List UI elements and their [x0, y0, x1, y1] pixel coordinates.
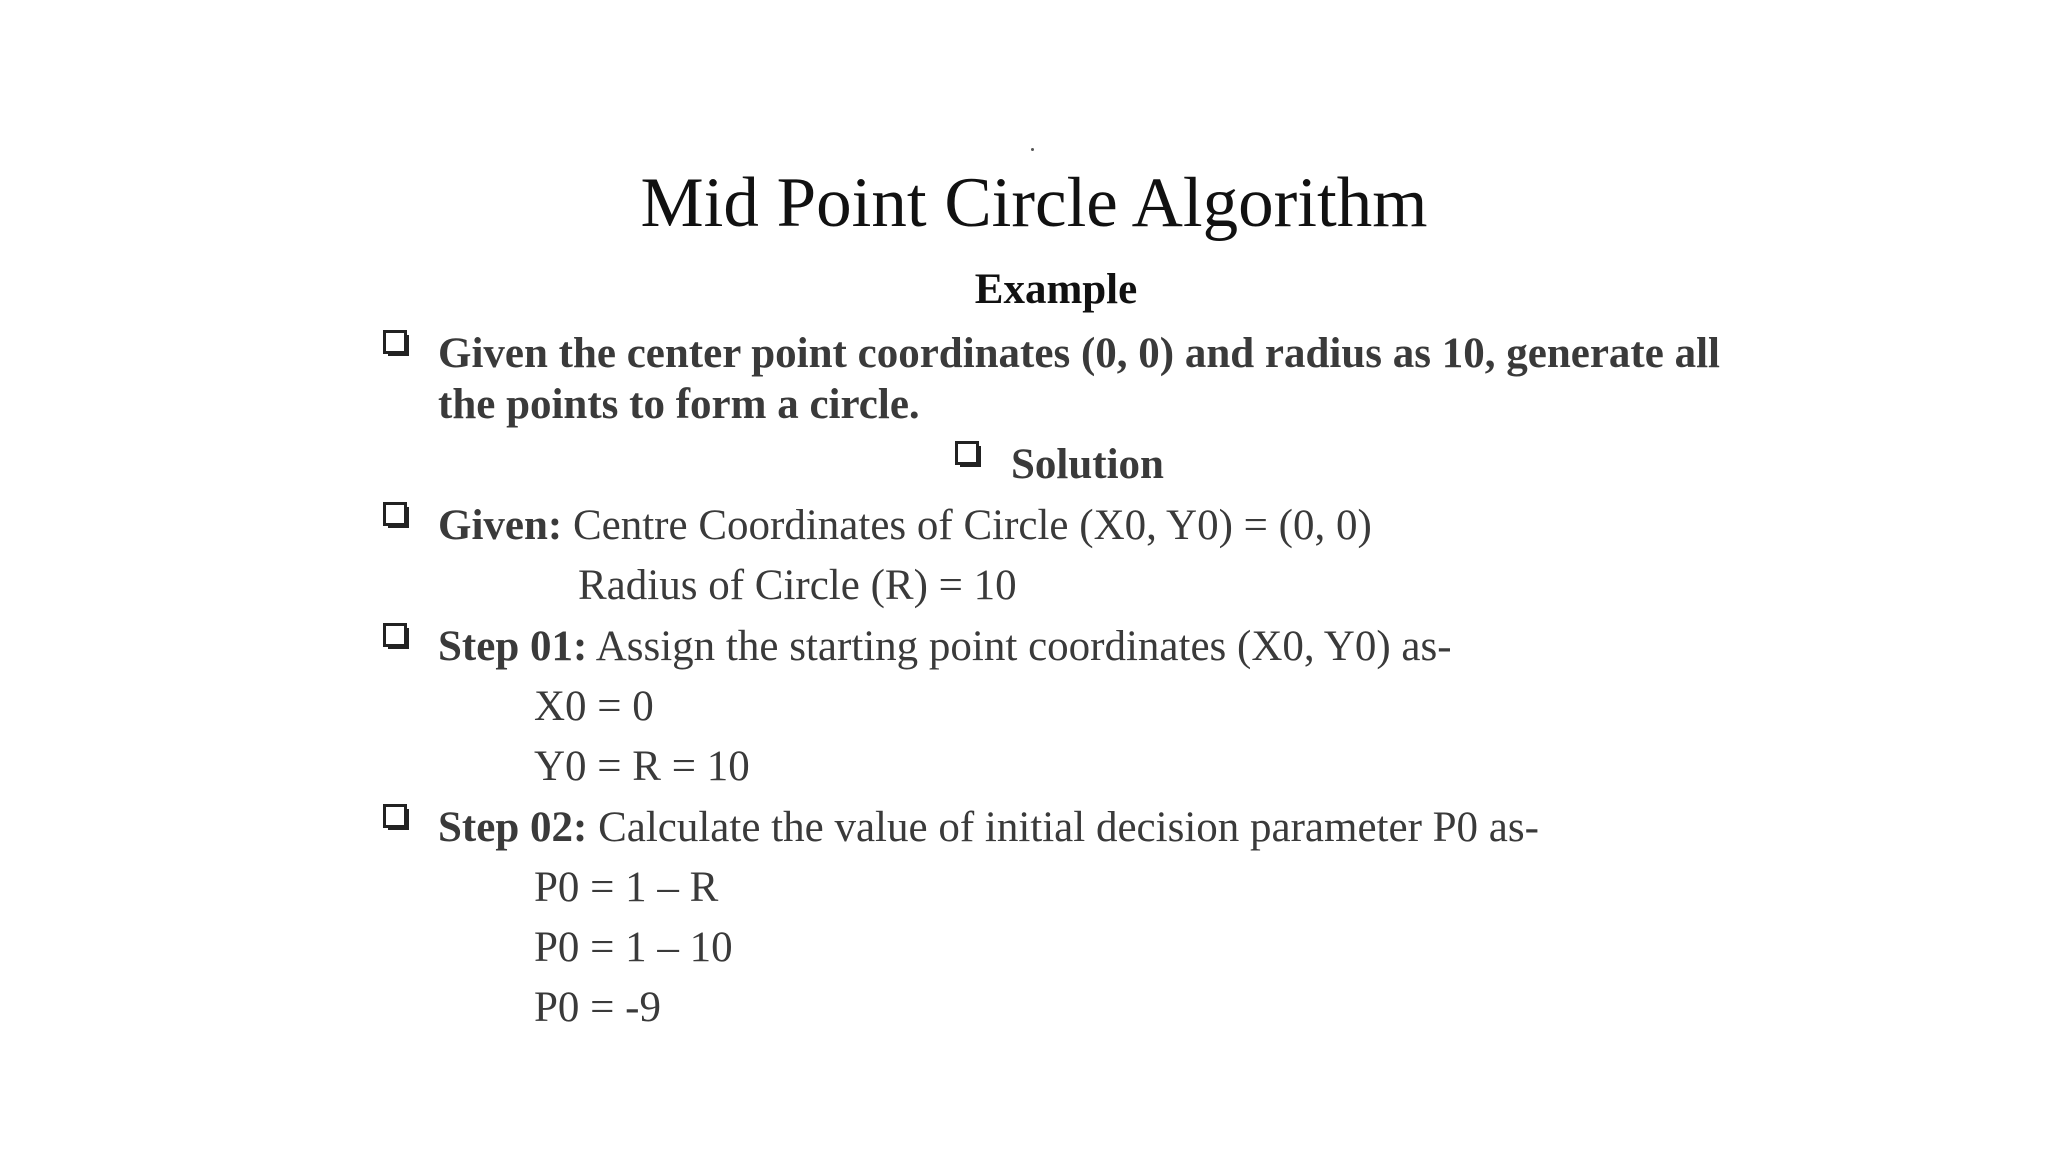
problem-line-1: Given the center point coordinates (0, 0) and radius as 10, generate all [438, 330, 1720, 377]
step1-label: Step 01: [438, 623, 588, 670]
given-line [438, 504, 1372, 547]
step1-equation-1: X0 = 0 [534, 683, 654, 730]
step2-line [438, 806, 1539, 849]
checkbox-bullet-icon [383, 502, 409, 528]
step2-equation-3: P0 = -9 [534, 984, 661, 1031]
step2-equation-2: P0 = 1 – 10 [534, 924, 733, 971]
decorative-dot [1031, 148, 1034, 151]
step1-equation-2: Y0 = R = 10 [534, 743, 750, 790]
step2-equation-1: P0 = 1 – R [534, 864, 719, 911]
given-radius: Radius of Circle (R) = 10 [578, 562, 1017, 609]
step2-text: Calculate the value of initial decision parameter P0 as- [598, 804, 1539, 851]
given-label: Given: [438, 502, 563, 549]
given-text: Centre Coordinates of Circle (X0, Y0) = (0, 0) [572, 502, 1372, 549]
checkbox-bullet-icon [955, 441, 981, 467]
checkbox-bullet-icon [383, 623, 409, 649]
slide-title: Mid Point Circle Algorithm [640, 164, 1428, 242]
step1-text: Assign the starting point coordinates (X0, Y0) as- [595, 623, 1452, 670]
problem-line-2: the points to form a circle. [438, 381, 920, 428]
step2-label: Step 02: [438, 804, 588, 851]
checkbox-bullet-icon [383, 804, 409, 830]
solution-label: Solution [1011, 441, 1164, 488]
checkbox-bullet-icon [383, 330, 409, 356]
slide-subtitle: Example [974, 266, 1138, 313]
step1-line [438, 625, 1452, 668]
